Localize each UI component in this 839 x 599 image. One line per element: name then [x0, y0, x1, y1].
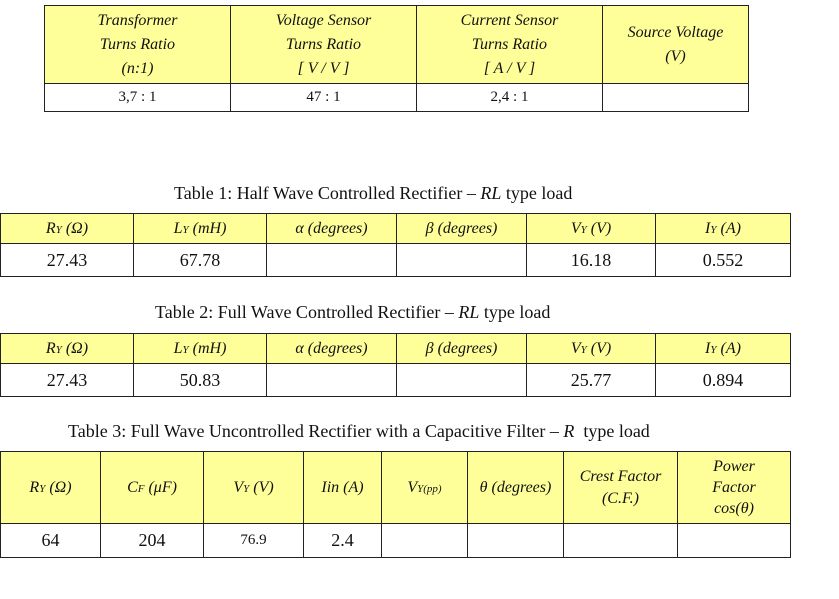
- t2-header-vy: VY (V): [527, 334, 656, 364]
- table1-caption: Table 1: Half Wave Controlled Rectifier – RL type load: [174, 183, 573, 203]
- t2-header-beta: β (degrees): [397, 334, 527, 364]
- t3-value-ry: 64: [1, 524, 101, 558]
- t3-header-vypp: VY(pp): [382, 452, 468, 524]
- t2-value-ly: 50.83: [134, 364, 267, 397]
- t2-value-ry: 27.43: [1, 364, 134, 397]
- t1-value-ry: 27.43: [1, 244, 134, 277]
- table2-caption: Table 2: Full Wave Controlled Rectifier – RL type load: [155, 302, 551, 322]
- t3-header-theta: θ (degrees): [468, 452, 564, 524]
- t1-header-iy: IY (A): [656, 214, 791, 244]
- table2: [0, 333, 791, 397]
- t1-value-ly: 67.78: [134, 244, 267, 277]
- value-current-sensor-ratio: 2,4 : 1: [417, 84, 603, 112]
- value-transformer-ratio: 3,7 : 1: [45, 84, 231, 112]
- header-current-sensor-ratio: Current Sensor Turns Ratio [ A / V ]: [417, 6, 603, 84]
- t1-header-ly: LY (mH): [134, 214, 267, 244]
- table3-caption: Table 3: Full Wave Uncontrolled Rectifier with a Capacitive Filter – R type load: [68, 421, 650, 441]
- t2-value-alpha[interactable]: [267, 364, 397, 397]
- t2-header-ry: RY (Ω): [1, 334, 134, 364]
- table1: [0, 213, 791, 277]
- t2-value-vy: 25.77: [527, 364, 656, 397]
- value-source-voltage[interactable]: [603, 84, 749, 112]
- t3-value-cf: 204: [101, 524, 204, 558]
- header-transformer-ratio: Transformer Turns Ratio (n:1): [45, 6, 231, 84]
- t3-header-iin: Iin (A): [304, 452, 382, 524]
- sensor-ratio-table: [44, 5, 749, 112]
- t1-header-beta: β (degrees): [397, 214, 527, 244]
- t2-header-ly: LY (mH): [134, 334, 267, 364]
- t1-value-beta[interactable]: [397, 244, 527, 277]
- t3-header-power-factor: Power Factor cos(θ): [678, 452, 791, 524]
- t2-value-iy: 0.894: [656, 364, 791, 397]
- t2-header-alpha: α (degrees): [267, 334, 397, 364]
- t3-header-crest-factor: Crest Factor (C.F.): [564, 452, 678, 524]
- t3-header-vy: VY (V): [204, 452, 304, 524]
- t2-header-iy: IY (A): [656, 334, 791, 364]
- t3-value-crest-factor[interactable]: [564, 524, 678, 558]
- t1-value-vy: 16.18: [527, 244, 656, 277]
- t3-header-ry: RY (Ω): [1, 452, 101, 524]
- t3-value-vy: 76.9: [204, 524, 304, 558]
- t3-value-vypp[interactable]: [382, 524, 468, 558]
- t1-header-ry: RY (Ω): [1, 214, 134, 244]
- t3-value-iin: 2.4: [304, 524, 382, 558]
- t1-value-alpha[interactable]: [267, 244, 397, 277]
- t2-value-beta[interactable]: [397, 364, 527, 397]
- t3-value-power-factor[interactable]: [678, 524, 791, 558]
- t1-header-alpha: α (degrees): [267, 214, 397, 244]
- t3-header-cf: CF (μF): [101, 452, 204, 524]
- header-voltage-sensor-ratio: Voltage Sensor Turns Ratio [ V / V ]: [231, 6, 417, 84]
- t1-value-iy: 0.552: [656, 244, 791, 277]
- t3-value-theta[interactable]: [468, 524, 564, 558]
- header-source-voltage: Source Voltage (V): [603, 6, 749, 84]
- t1-header-vy: VY (V): [527, 214, 656, 244]
- table3: [0, 451, 791, 558]
- value-voltage-sensor-ratio: 47 : 1: [231, 84, 417, 112]
